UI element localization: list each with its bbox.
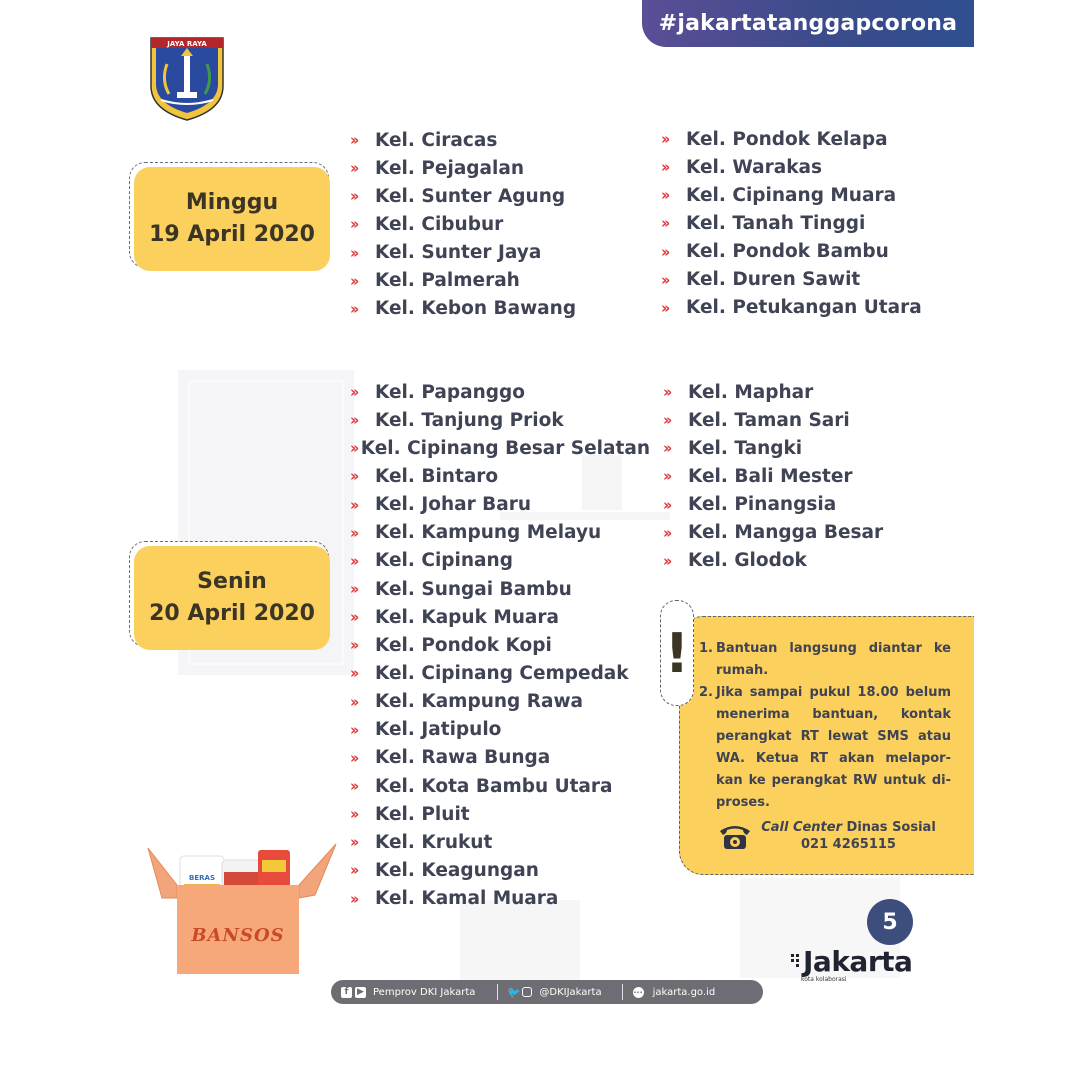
chevron-right-icon: ››: [350, 551, 357, 570]
list-item: ›› Kel. Tangki: [663, 437, 803, 459]
chevron-right-icon: ››: [350, 299, 357, 318]
list-item: ›› Kel. Palmerah: [350, 270, 520, 292]
list-item: ›› Kel. Pondok Bambu: [661, 241, 889, 263]
date-day: Senin: [197, 569, 267, 594]
list-item: ›› Kel. Rawa Bunga: [350, 747, 551, 769]
list-item: ›› Kel. Bintaro: [350, 465, 499, 487]
chevron-right-icon: ››: [350, 777, 357, 796]
chevron-right-icon: ››: [350, 243, 357, 262]
list-item: ›› Kel. Cipinang Besar Selatan: [350, 437, 650, 459]
globe-icon: ···: [633, 987, 643, 997]
chevron-right-icon: ››: [661, 130, 668, 149]
exclamation-icon: !: [660, 600, 694, 706]
chevron-right-icon: ››: [350, 692, 357, 711]
list-item: ›› Kel. Cipinang Muara: [661, 184, 897, 206]
chevron-right-icon: ››: [350, 439, 357, 458]
chevron-right-icon: ››: [661, 270, 668, 289]
chevron-right-icon: ››: [663, 523, 670, 542]
jakarta-emblem-logo: [147, 34, 227, 122]
info-card-outline: [679, 616, 974, 875]
hashtag-banner: #jakartatanggapcorona: [642, 0, 974, 47]
list-item: ›› Kel. Ciracas: [350, 129, 498, 151]
chevron-right-icon: ››: [350, 215, 357, 234]
chevron-right-icon: ››: [350, 664, 357, 683]
list-item: ›› Kel. Pondok Kelapa: [661, 128, 888, 150]
kelurahan-list-minggu-left: [350, 126, 640, 323]
list-item: ›› Kel. Tanjung Priok: [350, 409, 564, 431]
list-item: ›› Kel. Duren Sawit: [661, 269, 861, 291]
list-item: ›› Kel. Cibubur: [350, 213, 504, 235]
list-item: ›› Kel. Pondok Kopi: [350, 634, 552, 656]
list-item: ›› Kel. Kampung Rawa: [350, 691, 584, 713]
list-item: ›› Kel. Keagungan: [350, 859, 539, 881]
chevron-right-icon: ››: [350, 131, 357, 150]
list-item: ›› Kel. Tanah Tinggi: [661, 212, 866, 234]
chevron-right-icon: ››: [661, 214, 668, 233]
chevron-right-icon: ››: [661, 158, 668, 177]
list-item: ›› Kel. Kapuk Muara: [350, 606, 560, 628]
chevron-right-icon: ››: [350, 523, 357, 542]
list-item: ›› Kel. Sunter Jaya: [350, 242, 542, 264]
chevron-right-icon: ››: [350, 580, 357, 599]
chevron-right-icon: ››: [661, 186, 668, 205]
jakarta-wordmark: Jakarta: [803, 945, 913, 978]
chevron-right-icon: ››: [663, 411, 670, 430]
social-footer: [331, 980, 763, 1004]
svg-text:BERAS: BERAS: [189, 874, 215, 882]
twitter-icon: 🐦: [507, 985, 521, 999]
chevron-right-icon: ››: [350, 889, 357, 908]
list-item: ›› Kel. Cipinang Cempedak: [350, 662, 629, 684]
list-item: ›› Kel. Taman Sari: [663, 409, 850, 431]
chevron-right-icon: ››: [350, 411, 357, 430]
chevron-right-icon: ››: [663, 383, 670, 402]
chevron-right-icon: ››: [663, 551, 670, 570]
list-item: ›› Kel. Sungai Bambu: [350, 578, 572, 600]
svg-text:JAYA RAYA: JAYA RAYA: [167, 40, 207, 48]
chevron-right-icon: ››: [661, 242, 668, 261]
instagram-icon: [522, 987, 532, 997]
bansos-label: BANSOS: [191, 925, 285, 946]
chevron-right-icon: ››: [350, 861, 357, 880]
jakarta-brand-mark-icon: [791, 954, 803, 978]
call-center-number: 021 4265115: [801, 837, 896, 852]
chevron-right-icon: ››: [663, 439, 670, 458]
footer-twitter-instagram[interactable]: 🐦 @DKIJakarta: [507, 985, 602, 999]
chevron-right-icon: ››: [663, 495, 670, 514]
list-item: ›› Kel. Petukangan Utara: [661, 297, 922, 319]
kelurahan-list-minggu-right: [661, 125, 961, 322]
list-item: ›› Kel. Mangga Besar: [663, 522, 884, 544]
footer-facebook-youtube[interactable]: f ▶ Pemprov DKI Jakarta: [341, 987, 475, 998]
chevron-right-icon: ››: [350, 805, 357, 824]
facebook-icon: f: [341, 987, 352, 998]
footer-website[interactable]: ··· jakarta.go.id: [633, 986, 716, 998]
kelurahan-list-senin-right: [663, 378, 963, 575]
kelurahan-list-senin-left: [350, 378, 650, 913]
list-item: ›› Kel. Maphar: [663, 381, 814, 403]
date-day: Minggu: [185, 190, 279, 215]
date-date: 20 April 2020: [149, 601, 315, 626]
chevron-right-icon: ››: [663, 467, 670, 486]
list-item: ›› Kel. Kampung Melayu: [350, 522, 602, 544]
list-item: ›› Kel. Sunter Agung: [350, 185, 566, 207]
chevron-right-icon: ››: [350, 271, 357, 290]
footer-divider: [497, 984, 498, 1000]
list-item: ›› Kel. Papanggo: [350, 381, 526, 403]
info-note: 2. Jika sampai pukul 18.00 belum menerima bantuan, kontak perangkat RT lewat SMS atau WA. Ketua RT akan melapor-kan ke perangkat RW untuk di-proses.: [699, 685, 951, 810]
date-badge-senin: [134, 546, 330, 650]
jakarta-tagline: kota kolaborasi: [801, 976, 847, 983]
jakarta-brand-logo: [791, 945, 912, 983]
footer-divider: [622, 984, 623, 1000]
list-item: ›› Kel. Krukut: [350, 831, 493, 853]
list-item: ›› Kel. Glodok: [663, 550, 807, 572]
list-item: ›› Kel. Kamal Muara: [350, 888, 559, 910]
chevron-right-icon: ››: [350, 748, 357, 767]
call-center-text: Call Center Dinas Sosial 021 4265115: [761, 820, 936, 852]
info-note: 1. Bantuan langsung diantar ke rumah.: [699, 641, 951, 678]
chevron-right-icon: ››: [350, 495, 357, 514]
chevron-right-icon: ››: [350, 383, 357, 402]
chevron-right-icon: ››: [350, 720, 357, 739]
list-item: ›› Kel. Pejagalan: [350, 157, 525, 179]
list-item: ›› Kel. Pinangsia: [663, 494, 837, 516]
list-item: ›› Kel. Johar Baru: [350, 494, 532, 516]
list-item: ›› Kel. Bali Mester: [663, 465, 853, 487]
list-item: ›› Kel. Jatipulo: [350, 719, 502, 741]
list-item: ›› Kel. Kebon Bawang: [350, 298, 577, 320]
list-item: ›› Kel. Kota Bambu Utara: [350, 775, 613, 797]
date-date: 19 April 2020: [149, 222, 315, 247]
list-item: ›› Kel. Cipinang: [350, 550, 513, 572]
chevron-right-icon: ››: [350, 467, 357, 486]
chevron-right-icon: ››: [661, 298, 668, 317]
list-item: ›› Kel. Warakas: [661, 156, 823, 178]
page-number-badge: 5: [867, 899, 913, 945]
chevron-right-icon: ››: [350, 833, 357, 852]
chevron-right-icon: ››: [350, 159, 357, 178]
chevron-right-icon: ››: [350, 636, 357, 655]
date-badge-minggu: [134, 167, 330, 271]
chevron-right-icon: ››: [350, 187, 357, 206]
chevron-right-icon: ››: [350, 608, 357, 627]
list-item: ›› Kel. Pluit: [350, 803, 470, 825]
youtube-icon: ▶: [355, 987, 366, 998]
